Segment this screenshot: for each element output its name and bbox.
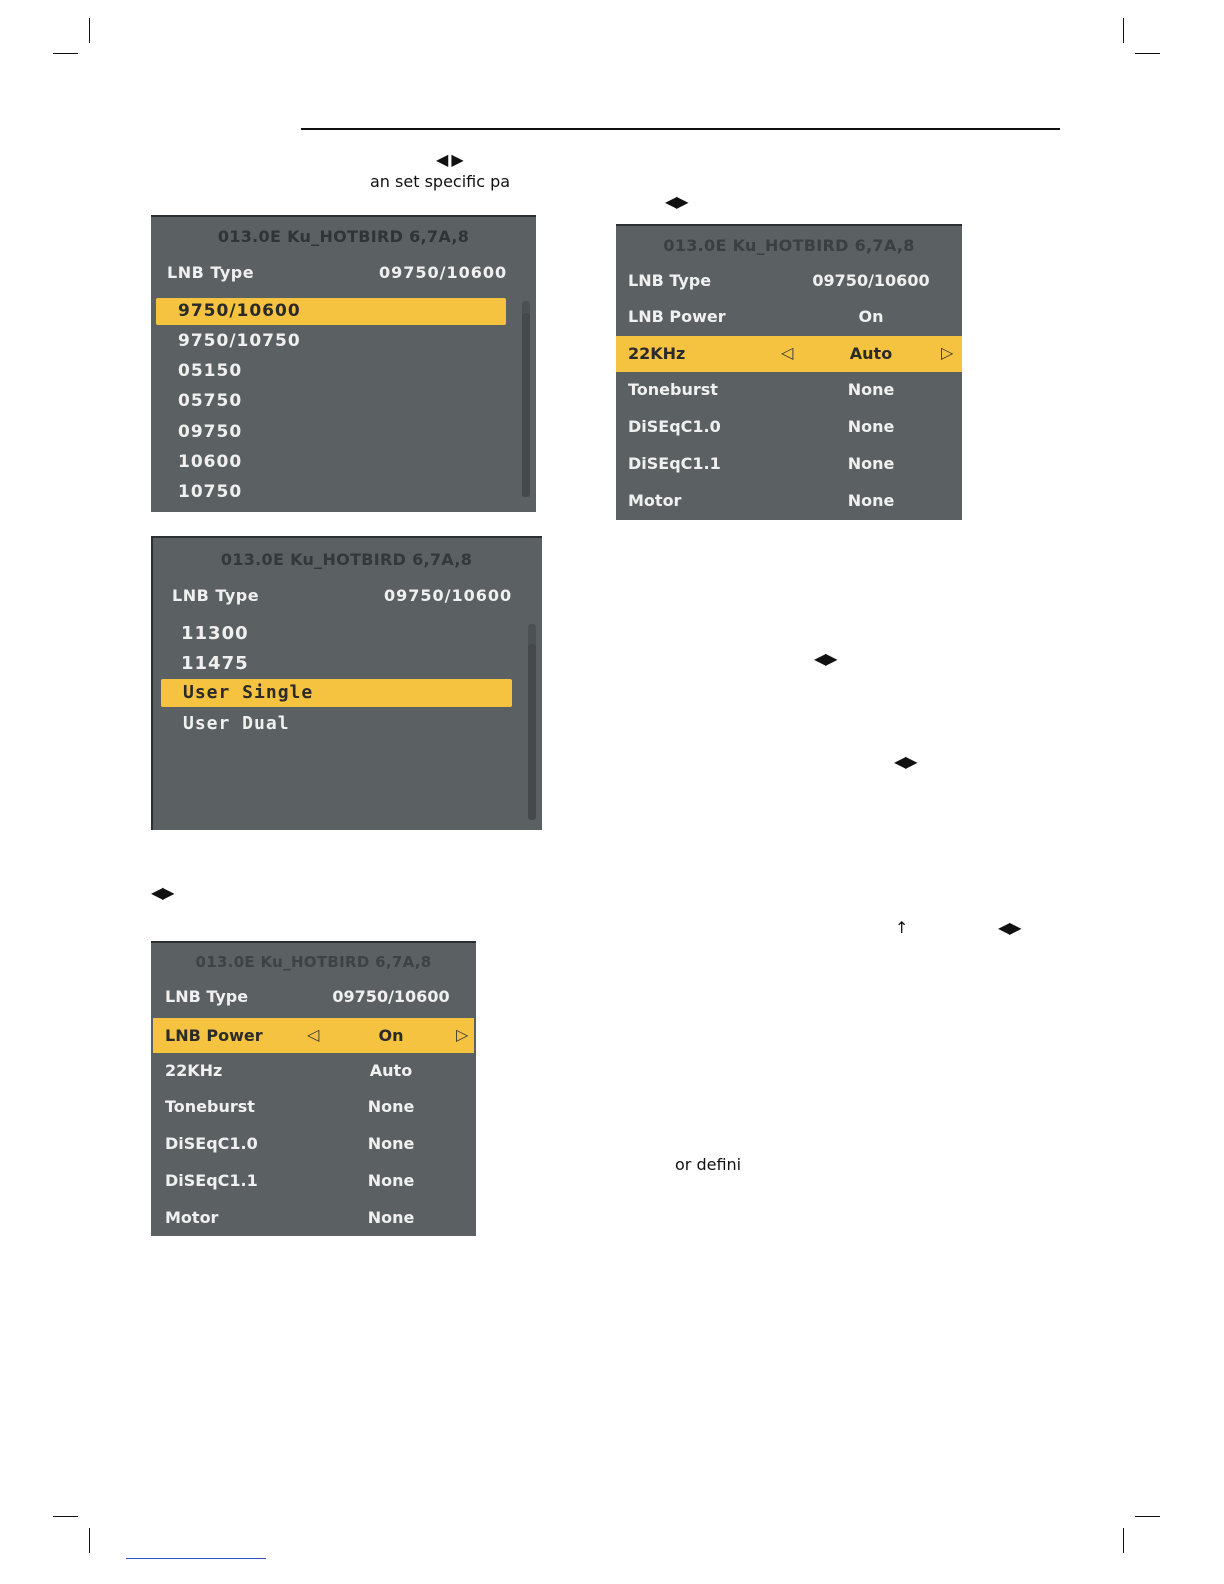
satellite-name: 013.0E Ku_HOTBIRD 6,7A,8 bbox=[195, 953, 432, 971]
lnb-option[interactable]: 11300 bbox=[181, 623, 249, 644]
setting-label: 22KHz bbox=[165, 1061, 223, 1080]
body-text-fragment: an set specific pa bbox=[370, 172, 511, 191]
lnb-option[interactable]: User Single bbox=[183, 682, 314, 703]
lnb-type-value: 09750/10600 bbox=[384, 586, 513, 605]
setting-value: None bbox=[847, 380, 895, 399]
setting-row-lnb-type[interactable] bbox=[151, 981, 476, 1015]
setting-row-22khz[interactable] bbox=[151, 1055, 476, 1089]
setting-row-motor[interactable] bbox=[616, 485, 962, 519]
arrow-keys-icon: ◀▶ bbox=[665, 192, 688, 211]
lnb-option[interactable]: 11475 bbox=[181, 653, 249, 674]
satellite-name: 013.0E Ku_HOTBIRD 6,7A,8 bbox=[220, 550, 473, 569]
setting-label: Toneburst bbox=[628, 380, 718, 399]
setting-row-diseqc11[interactable] bbox=[151, 1165, 476, 1199]
lnb-option[interactable]: 05150 bbox=[178, 361, 243, 381]
setting-label: Toneburst bbox=[165, 1097, 255, 1116]
setting-value: None bbox=[367, 1171, 415, 1190]
setting-value: 09750/10600 bbox=[332, 987, 450, 1006]
setting-row-diseqc11[interactable] bbox=[616, 448, 962, 482]
satellite-name: 013.0E Ku_HOTBIRD 6,7A,8 bbox=[217, 227, 470, 246]
frame-edge bbox=[151, 536, 542, 538]
crop-mark bbox=[89, 1528, 90, 1553]
lnb-type-value: 09750/10600 bbox=[379, 263, 508, 282]
setting-label: LNB Type bbox=[628, 271, 712, 290]
crop-mark bbox=[89, 18, 90, 43]
crop-mark bbox=[1135, 1516, 1160, 1517]
frame-edge bbox=[151, 941, 476, 943]
crop-mark bbox=[53, 1516, 78, 1517]
lnb-option[interactable]: 9750/10600 bbox=[178, 301, 301, 321]
arrow-keys-icon: ◀▶ bbox=[998, 918, 1021, 937]
setting-row-motor[interactable] bbox=[151, 1202, 476, 1236]
setting-label: DiSEqC1.0 bbox=[628, 417, 721, 436]
scrollbar[interactable] bbox=[522, 301, 530, 497]
setting-value: Auto bbox=[369, 1061, 413, 1080]
setting-row-lnb-power[interactable] bbox=[616, 301, 962, 335]
setting-value: None bbox=[367, 1134, 415, 1153]
frame-edge bbox=[151, 215, 536, 217]
lnb-power-screen bbox=[151, 941, 476, 1236]
setting-label: DiSEqC1.1 bbox=[165, 1171, 258, 1190]
setting-row-toneburst[interactable] bbox=[151, 1091, 476, 1125]
scrollbar-thumb[interactable] bbox=[522, 313, 530, 497]
setting-row-toneburst[interactable] bbox=[616, 374, 962, 408]
setting-value: None bbox=[847, 454, 895, 473]
setting-row-22khz[interactable] bbox=[616, 336, 962, 372]
setting-value: Auto bbox=[849, 344, 893, 363]
left-triangle-icon[interactable]: ◁ bbox=[781, 343, 794, 362]
lnb-option[interactable]: 9750/10750 bbox=[178, 331, 301, 351]
footer-link-line bbox=[126, 1558, 266, 1559]
lnb-type-label: LNB Type bbox=[172, 586, 260, 605]
setting-value: On bbox=[858, 307, 884, 326]
frame-edge bbox=[151, 536, 153, 830]
crop-mark bbox=[1123, 1528, 1124, 1553]
arrow-keys-icon: ◀▶ bbox=[814, 649, 837, 668]
header-rule bbox=[301, 128, 1060, 130]
arrow-keys-icon: ◀▶ bbox=[894, 752, 917, 771]
lnb-type-label: LNB Type bbox=[167, 263, 255, 282]
setting-label: 22KHz bbox=[628, 344, 686, 363]
lnb-option[interactable]: 05750 bbox=[178, 391, 243, 411]
arrow-keys-icon: ◀▶ bbox=[151, 883, 174, 902]
lnb-type-list-screen-2 bbox=[151, 536, 542, 830]
setting-row-lnb-power[interactable] bbox=[153, 1018, 474, 1053]
setting-label: Motor bbox=[165, 1208, 219, 1227]
setting-value: None bbox=[367, 1208, 415, 1227]
frame-edge bbox=[616, 224, 962, 226]
setting-value: None bbox=[847, 417, 895, 436]
scrollbar-thumb[interactable] bbox=[528, 644, 536, 820]
setting-label: LNB Type bbox=[165, 987, 249, 1006]
setting-label: LNB Power bbox=[165, 1026, 263, 1045]
crop-mark bbox=[1123, 18, 1124, 43]
setting-row-diseqc10[interactable] bbox=[151, 1128, 476, 1162]
satellite-name: 013.0E Ku_HOTBIRD 6,7A,8 bbox=[663, 236, 915, 255]
up-arrow-icon: ↑ bbox=[895, 918, 909, 937]
crop-mark bbox=[1135, 53, 1160, 54]
setting-label: DiSEqC1.0 bbox=[165, 1134, 258, 1153]
setting-row-diseqc10[interactable] bbox=[616, 411, 962, 445]
lnb-option[interactable]: User Dual bbox=[183, 713, 290, 734]
lnb-option[interactable]: 09750 bbox=[178, 422, 243, 442]
right-triangle-icon[interactable]: ▷ bbox=[456, 1025, 469, 1044]
setting-label: DiSEqC1.1 bbox=[628, 454, 721, 473]
body-text-fragment: or defini bbox=[675, 1155, 742, 1174]
lnb-option[interactable]: 10600 bbox=[178, 452, 243, 472]
lnb-option[interactable]: 10750 bbox=[178, 482, 243, 502]
setting-value: On bbox=[378, 1026, 404, 1045]
setting-label: Motor bbox=[628, 491, 682, 510]
setting-row-lnb-type[interactable] bbox=[616, 265, 962, 299]
setting-value: 09750/10600 bbox=[812, 271, 930, 290]
right-triangle-icon[interactable]: ▷ bbox=[941, 343, 954, 362]
setting-value: None bbox=[847, 491, 895, 510]
arrow-keys-icon: ◀ ▶ bbox=[436, 150, 463, 169]
scrollbar[interactable] bbox=[528, 624, 536, 820]
lnb-type-list-screen bbox=[151, 215, 536, 512]
setting-label: LNB Power bbox=[628, 307, 726, 326]
setting-value: None bbox=[367, 1097, 415, 1116]
crop-mark bbox=[53, 53, 78, 54]
left-triangle-icon[interactable]: ◁ bbox=[307, 1025, 320, 1044]
22khz-screen bbox=[616, 224, 962, 520]
